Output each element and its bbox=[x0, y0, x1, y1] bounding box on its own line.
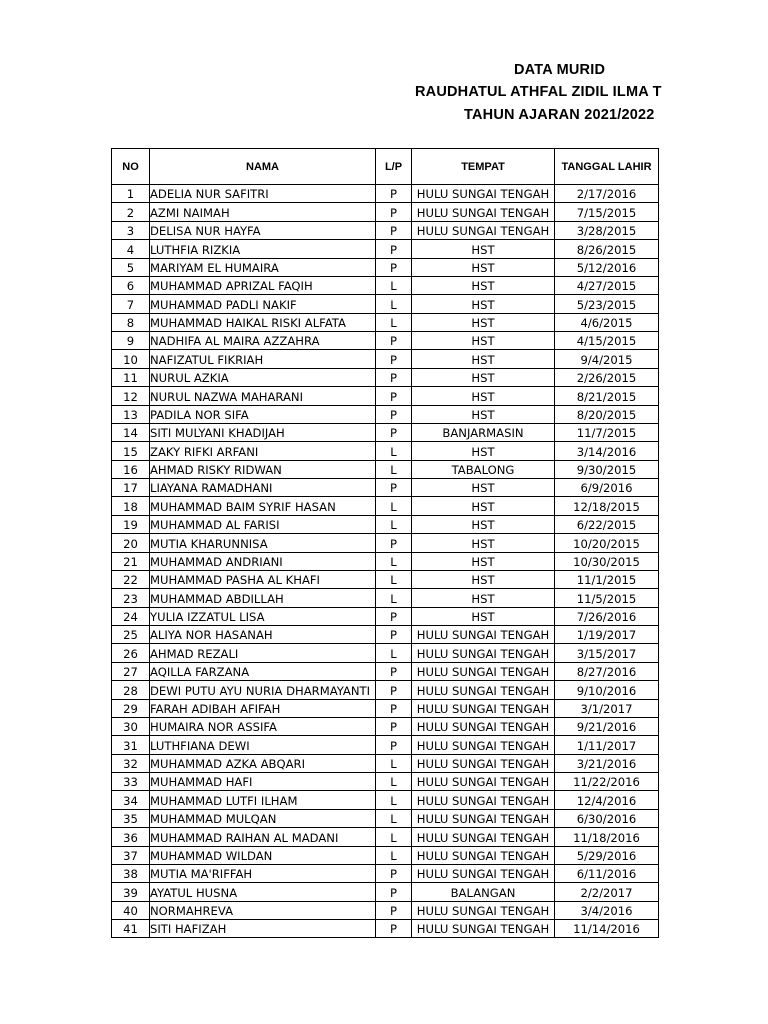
cell-tanggal-lahir: 12/4/2016 bbox=[555, 791, 659, 809]
cell-lp: L bbox=[376, 295, 412, 313]
cell-tanggal-lahir: 9/21/2016 bbox=[555, 717, 659, 735]
cell-tempat: HULU SUNGAI TENGAH bbox=[412, 846, 555, 864]
cell-no: 16 bbox=[112, 460, 150, 478]
cell-no: 36 bbox=[112, 828, 150, 846]
cell-nama: MUHAMMAD ANDRIANI bbox=[150, 552, 376, 570]
cell-tanggal-lahir: 6/30/2016 bbox=[555, 809, 659, 827]
cell-no: 19 bbox=[112, 515, 150, 533]
cell-tanggal-lahir: 2/17/2016 bbox=[555, 185, 659, 203]
cell-lp: P bbox=[376, 626, 412, 644]
cell-tanggal-lahir: 3/21/2016 bbox=[555, 754, 659, 772]
table-row bbox=[112, 423, 659, 441]
cell-no: 37 bbox=[112, 846, 150, 864]
cell-lp: L bbox=[376, 773, 412, 791]
cell-lp: P bbox=[376, 901, 412, 919]
cell-tanggal-lahir: 11/22/2016 bbox=[555, 773, 659, 791]
cell-tempat: HST bbox=[412, 387, 555, 405]
cell-tempat: HST bbox=[412, 313, 555, 331]
cell-tempat: HST bbox=[412, 295, 555, 313]
cell-no: 6 bbox=[112, 276, 150, 294]
cell-lp: P bbox=[376, 534, 412, 552]
cell-tempat: BALANGAN bbox=[412, 883, 555, 901]
cell-tempat: HULU SUNGAI TENGAH bbox=[412, 736, 555, 754]
cell-tanggal-lahir: 5/29/2016 bbox=[555, 846, 659, 864]
cell-tanggal-lahir: 3/4/2016 bbox=[555, 901, 659, 919]
cell-tempat: HST bbox=[412, 607, 555, 625]
cell-nama: DELISA NUR HAYFA bbox=[150, 221, 376, 239]
cell-tempat: HULU SUNGAI TENGAH bbox=[412, 185, 555, 203]
cell-lp: L bbox=[376, 846, 412, 864]
cell-nama: AHMAD RISKY RIDWAN bbox=[150, 460, 376, 478]
cell-no: 34 bbox=[112, 791, 150, 809]
cell-tempat: HST bbox=[412, 368, 555, 386]
cell-lp: P bbox=[376, 736, 412, 754]
column-header-lp: L/P bbox=[376, 149, 412, 185]
table-row bbox=[112, 920, 659, 938]
cell-tanggal-lahir: 3/28/2015 bbox=[555, 221, 659, 239]
table-row bbox=[112, 901, 659, 919]
document-title: DATA MURID bbox=[514, 62, 606, 78]
cell-nama: LUTHFIA RIZKIA bbox=[150, 240, 376, 258]
cell-lp: P bbox=[376, 479, 412, 497]
cell-tempat: HULU SUNGAI TENGAH bbox=[412, 221, 555, 239]
cell-no: 1 bbox=[112, 185, 150, 203]
cell-tanggal-lahir: 1/11/2017 bbox=[555, 736, 659, 754]
cell-tanggal-lahir: 8/26/2015 bbox=[555, 240, 659, 258]
cell-nama: MARIYAM EL HUMAIRA bbox=[150, 258, 376, 276]
table-row bbox=[112, 809, 659, 827]
table-row bbox=[112, 221, 659, 239]
table-row bbox=[112, 460, 659, 478]
cell-nama: MUHAMMAD AZKA ABQARI bbox=[150, 754, 376, 772]
table-row bbox=[112, 295, 659, 313]
cell-no: 12 bbox=[112, 387, 150, 405]
cell-lp: L bbox=[376, 442, 412, 460]
cell-no: 30 bbox=[112, 717, 150, 735]
cell-tempat: HST bbox=[412, 240, 555, 258]
cell-tempat: HULU SUNGAI TENGAH bbox=[412, 203, 555, 221]
cell-tempat: HULU SUNGAI TENGAH bbox=[412, 717, 555, 735]
cell-no: 9 bbox=[112, 332, 150, 350]
cell-tanggal-lahir: 4/6/2015 bbox=[555, 313, 659, 331]
cell-tanggal-lahir: 3/1/2017 bbox=[555, 699, 659, 717]
cell-lp: P bbox=[376, 920, 412, 938]
cell-tanggal-lahir: 6/9/2016 bbox=[555, 479, 659, 497]
cell-tanggal-lahir: 1/19/2017 bbox=[555, 626, 659, 644]
cell-lp: P bbox=[376, 221, 412, 239]
table-row bbox=[112, 773, 659, 791]
table-row bbox=[112, 846, 659, 864]
column-header-tempat: TEMPAT bbox=[412, 149, 555, 185]
cell-nama: MUHAMMAD HAFI bbox=[150, 773, 376, 791]
cell-lp: P bbox=[376, 883, 412, 901]
cell-lp: P bbox=[376, 864, 412, 882]
cell-tanggal-lahir: 6/11/2016 bbox=[555, 864, 659, 882]
table-row bbox=[112, 681, 659, 699]
cell-lp: L bbox=[376, 515, 412, 533]
cell-tempat: TABALONG bbox=[412, 460, 555, 478]
cell-lp: L bbox=[376, 497, 412, 515]
cell-tempat: BANJARMASIN bbox=[412, 423, 555, 441]
cell-tanggal-lahir: 8/20/2015 bbox=[555, 405, 659, 423]
cell-no: 7 bbox=[112, 295, 150, 313]
cell-tempat: HST bbox=[412, 258, 555, 276]
cell-tanggal-lahir: 2/26/2015 bbox=[555, 368, 659, 386]
table-row bbox=[112, 497, 659, 515]
table-row bbox=[112, 662, 659, 680]
cell-no: 15 bbox=[112, 442, 150, 460]
cell-lp: P bbox=[376, 203, 412, 221]
cell-tempat: HULU SUNGAI TENGAH bbox=[412, 773, 555, 791]
cell-lp: L bbox=[376, 552, 412, 570]
cell-tempat: HULU SUNGAI TENGAH bbox=[412, 681, 555, 699]
cell-tempat: HST bbox=[412, 405, 555, 423]
table-row bbox=[112, 644, 659, 662]
cell-tempat: HST bbox=[412, 515, 555, 533]
cell-nama: NAFIZATUL FIKRIAH bbox=[150, 350, 376, 368]
cell-tanggal-lahir: 11/5/2015 bbox=[555, 589, 659, 607]
table-row bbox=[112, 717, 659, 735]
table-row bbox=[112, 699, 659, 717]
cell-lp: L bbox=[376, 570, 412, 588]
cell-tempat: HULU SUNGAI TENGAH bbox=[412, 699, 555, 717]
cell-lp: P bbox=[376, 332, 412, 350]
table-row bbox=[112, 276, 659, 294]
table-row bbox=[112, 736, 659, 754]
cell-nama: LIAYANA RAMADHANI bbox=[150, 479, 376, 497]
cell-no: 38 bbox=[112, 864, 150, 882]
cell-tanggal-lahir: 8/21/2015 bbox=[555, 387, 659, 405]
table-row bbox=[112, 240, 659, 258]
cell-nama: LUTHFIANA DEWI bbox=[150, 736, 376, 754]
cell-tempat: HULU SUNGAI TENGAH bbox=[412, 809, 555, 827]
cell-tempat: HULU SUNGAI TENGAH bbox=[412, 644, 555, 662]
column-header-nama: NAMA bbox=[150, 149, 376, 185]
cell-tanggal-lahir: 7/15/2015 bbox=[555, 203, 659, 221]
cell-tempat: HST bbox=[412, 570, 555, 588]
cell-tanggal-lahir: 10/20/2015 bbox=[555, 534, 659, 552]
table-row bbox=[112, 515, 659, 533]
cell-nama: MUTIA MA'RIFFAH bbox=[150, 864, 376, 882]
table-row bbox=[112, 791, 659, 809]
school-name: RAUDHATUL ATHFAL ZIDIL ILMA T bbox=[415, 84, 662, 100]
table-row bbox=[112, 828, 659, 846]
cell-nama: MUHAMMAD LUTFI ILHAM bbox=[150, 791, 376, 809]
cell-lp: L bbox=[376, 809, 412, 827]
cell-lp: P bbox=[376, 387, 412, 405]
cell-tanggal-lahir: 11/18/2016 bbox=[555, 828, 659, 846]
cell-no: 11 bbox=[112, 368, 150, 386]
cell-nama: SITI HAFIZAH bbox=[150, 920, 376, 938]
cell-lp: P bbox=[376, 368, 412, 386]
cell-nama: MUHAMMAD PASHA AL KHAFI bbox=[150, 570, 376, 588]
cell-tanggal-lahir: 4/27/2015 bbox=[555, 276, 659, 294]
cell-nama: ALIYA NOR HASANAH bbox=[150, 626, 376, 644]
cell-lp: P bbox=[376, 717, 412, 735]
cell-tanggal-lahir: 7/26/2016 bbox=[555, 607, 659, 625]
cell-tanggal-lahir: 9/4/2015 bbox=[555, 350, 659, 368]
table-row bbox=[112, 534, 659, 552]
table-row bbox=[112, 387, 659, 405]
cell-tempat: HULU SUNGAI TENGAH bbox=[412, 864, 555, 882]
cell-tanggal-lahir: 11/14/2016 bbox=[555, 920, 659, 938]
table-row bbox=[112, 258, 659, 276]
table-row bbox=[112, 442, 659, 460]
cell-tempat: HULU SUNGAI TENGAH bbox=[412, 920, 555, 938]
table-row bbox=[112, 350, 659, 368]
cell-no: 29 bbox=[112, 699, 150, 717]
academic-year: TAHUN AJARAN 2021/2022 bbox=[464, 107, 655, 123]
cell-nama: DEWI PUTU AYU NURIA DHARMAYANTI bbox=[150, 681, 376, 699]
cell-no: 32 bbox=[112, 754, 150, 772]
table-row bbox=[112, 883, 659, 901]
cell-no: 14 bbox=[112, 423, 150, 441]
cell-lp: P bbox=[376, 240, 412, 258]
cell-no: 5 bbox=[112, 258, 150, 276]
student-table bbox=[111, 148, 659, 938]
cell-no: 26 bbox=[112, 644, 150, 662]
cell-no: 23 bbox=[112, 589, 150, 607]
table-row bbox=[112, 368, 659, 386]
cell-nama: HUMAIRA NOR ASSIFA bbox=[150, 717, 376, 735]
table-header-row bbox=[112, 149, 659, 185]
cell-lp: P bbox=[376, 423, 412, 441]
cell-lp: L bbox=[376, 791, 412, 809]
cell-nama: NURUL NAZWA MAHARANI bbox=[150, 387, 376, 405]
cell-lp: P bbox=[376, 681, 412, 699]
cell-tempat: HST bbox=[412, 350, 555, 368]
cell-tempat: HULU SUNGAI TENGAH bbox=[412, 901, 555, 919]
document-header bbox=[340, 60, 768, 132]
cell-no: 33 bbox=[112, 773, 150, 791]
table-row bbox=[112, 589, 659, 607]
cell-tempat: HULU SUNGAI TENGAH bbox=[412, 754, 555, 772]
cell-nama: MUHAMMAD PADLI NAKIF bbox=[150, 295, 376, 313]
cell-tanggal-lahir: 10/30/2015 bbox=[555, 552, 659, 570]
table-row bbox=[112, 607, 659, 625]
cell-lp: P bbox=[376, 699, 412, 717]
cell-nama: AZMI NAIMAH bbox=[150, 203, 376, 221]
cell-nama: AQILLA FARZANA bbox=[150, 662, 376, 680]
cell-nama: MUTIA KHARUNNISA bbox=[150, 534, 376, 552]
table-row bbox=[112, 313, 659, 331]
cell-nama: NURUL AZKIA bbox=[150, 368, 376, 386]
cell-nama: MUHAMMAD MULQAN bbox=[150, 809, 376, 827]
cell-nama: ZAKY RIFKI ARFANI bbox=[150, 442, 376, 460]
column-header-tanggal-lahir: TANGGAL LAHIR bbox=[555, 149, 659, 185]
cell-lp: P bbox=[376, 258, 412, 276]
cell-no: 28 bbox=[112, 681, 150, 699]
cell-tanggal-lahir: 4/15/2015 bbox=[555, 332, 659, 350]
cell-nama: FARAH ADIBAH AFIFAH bbox=[150, 699, 376, 717]
cell-tanggal-lahir: 11/1/2015 bbox=[555, 570, 659, 588]
cell-nama: AYATUL HUSNA bbox=[150, 883, 376, 901]
cell-tanggal-lahir: 6/22/2015 bbox=[555, 515, 659, 533]
cell-no: 4 bbox=[112, 240, 150, 258]
table-row bbox=[112, 864, 659, 882]
cell-nama: MUHAMMAD AL FARISI bbox=[150, 515, 376, 533]
table-row bbox=[112, 332, 659, 350]
cell-no: 13 bbox=[112, 405, 150, 423]
table-row bbox=[112, 405, 659, 423]
cell-lp: P bbox=[376, 607, 412, 625]
table-row bbox=[112, 626, 659, 644]
cell-lp: L bbox=[376, 276, 412, 294]
cell-lp: L bbox=[376, 828, 412, 846]
cell-tempat: HULU SUNGAI TENGAH bbox=[412, 791, 555, 809]
cell-tanggal-lahir: 3/15/2017 bbox=[555, 644, 659, 662]
cell-tempat: HST bbox=[412, 442, 555, 460]
cell-lp: L bbox=[376, 460, 412, 478]
cell-no: 17 bbox=[112, 479, 150, 497]
cell-lp: L bbox=[376, 313, 412, 331]
cell-nama: PADILA NOR SIFA bbox=[150, 405, 376, 423]
cell-tanggal-lahir: 8/27/2016 bbox=[555, 662, 659, 680]
cell-no: 25 bbox=[112, 626, 150, 644]
cell-no: 22 bbox=[112, 570, 150, 588]
cell-tanggal-lahir: 2/2/2017 bbox=[555, 883, 659, 901]
cell-lp: P bbox=[376, 405, 412, 423]
table-row bbox=[112, 552, 659, 570]
cell-tempat: HULU SUNGAI TENGAH bbox=[412, 828, 555, 846]
cell-tanggal-lahir: 9/10/2016 bbox=[555, 681, 659, 699]
table-row bbox=[112, 203, 659, 221]
cell-no: 40 bbox=[112, 901, 150, 919]
cell-no: 10 bbox=[112, 350, 150, 368]
cell-tempat: HST bbox=[412, 497, 555, 515]
cell-tempat: HULU SUNGAI TENGAH bbox=[412, 662, 555, 680]
cell-no: 20 bbox=[112, 534, 150, 552]
cell-tempat: HST bbox=[412, 589, 555, 607]
cell-no: 2 bbox=[112, 203, 150, 221]
cell-lp: P bbox=[376, 185, 412, 203]
table-row bbox=[112, 185, 659, 203]
cell-lp: P bbox=[376, 662, 412, 680]
table-row bbox=[112, 479, 659, 497]
cell-no: 18 bbox=[112, 497, 150, 515]
cell-tanggal-lahir: 5/12/2016 bbox=[555, 258, 659, 276]
cell-tempat: HST bbox=[412, 276, 555, 294]
cell-nama: YULIA IZZATUL LISA bbox=[150, 607, 376, 625]
cell-no: 27 bbox=[112, 662, 150, 680]
cell-nama: MUHAMMAD WILDAN bbox=[150, 846, 376, 864]
cell-tempat: HST bbox=[412, 552, 555, 570]
cell-lp: L bbox=[376, 754, 412, 772]
cell-nama: MUHAMMAD RAIHAN AL MADANI bbox=[150, 828, 376, 846]
cell-no: 8 bbox=[112, 313, 150, 331]
cell-nama: AHMAD REZALI bbox=[150, 644, 376, 662]
cell-nama: ADELIA NUR SAFITRI bbox=[150, 185, 376, 203]
cell-no: 31 bbox=[112, 736, 150, 754]
column-header-no: NO bbox=[112, 149, 150, 185]
cell-tanggal-lahir: 11/7/2015 bbox=[555, 423, 659, 441]
cell-nama: NORMAHREVA bbox=[150, 901, 376, 919]
cell-nama: SITI MULYANI KHADIJAH bbox=[150, 423, 376, 441]
cell-nama: MUHAMMAD ABDILLAH bbox=[150, 589, 376, 607]
cell-nama: NADHIFA AL MAIRA AZZAHRA bbox=[150, 332, 376, 350]
cell-no: 39 bbox=[112, 883, 150, 901]
cell-tempat: HULU SUNGAI TENGAH bbox=[412, 626, 555, 644]
cell-tempat: HST bbox=[412, 479, 555, 497]
cell-tempat: HST bbox=[412, 332, 555, 350]
cell-tempat: HST bbox=[412, 534, 555, 552]
cell-no: 35 bbox=[112, 809, 150, 827]
cell-nama: MUHAMMAD APRIZAL FAQIH bbox=[150, 276, 376, 294]
cell-tanggal-lahir: 9/30/2015 bbox=[555, 460, 659, 478]
cell-no: 21 bbox=[112, 552, 150, 570]
cell-nama: MUHAMMAD BAIM SYRIF HASAN bbox=[150, 497, 376, 515]
cell-lp: L bbox=[376, 644, 412, 662]
cell-no: 41 bbox=[112, 920, 150, 938]
cell-no: 3 bbox=[112, 221, 150, 239]
cell-tanggal-lahir: 12/18/2015 bbox=[555, 497, 659, 515]
cell-nama: MUHAMMAD HAIKAL RISKI ALFATA bbox=[150, 313, 376, 331]
table-row bbox=[112, 570, 659, 588]
cell-no: 24 bbox=[112, 607, 150, 625]
cell-lp: L bbox=[376, 589, 412, 607]
table-row bbox=[112, 754, 659, 772]
cell-tanggal-lahir: 3/14/2016 bbox=[555, 442, 659, 460]
cell-lp: P bbox=[376, 350, 412, 368]
cell-tanggal-lahir: 5/23/2015 bbox=[555, 295, 659, 313]
